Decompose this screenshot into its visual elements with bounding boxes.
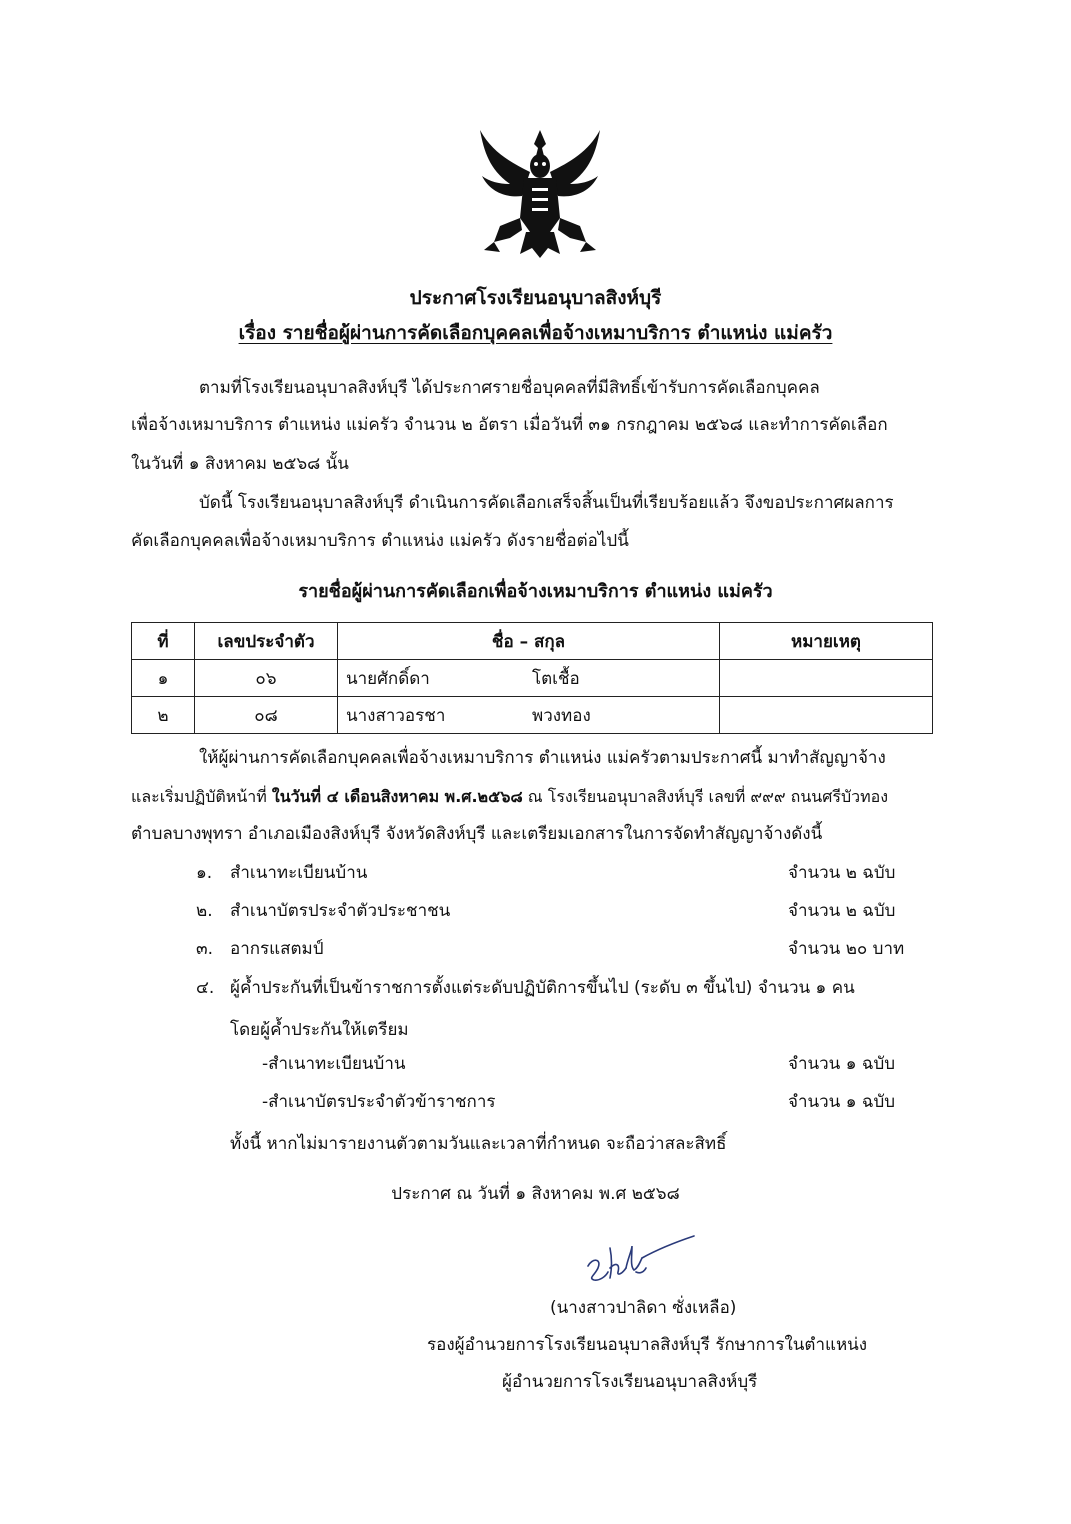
signature-icon xyxy=(580,1228,700,1290)
row-no: ๑ xyxy=(132,660,195,697)
header-note: หมายเหตุ xyxy=(720,623,933,660)
row-id: ๐๘ xyxy=(195,697,338,734)
announcement-title: ประกาศโรงเรียนอนุบาลสิงห์บุรี xyxy=(409,287,662,309)
garuda-emblem-icon xyxy=(470,122,610,262)
table-row xyxy=(132,660,933,697)
intro-line-4: บัดนี้ โรงเรียนอนุบาลสิงห์บุรี ดำเนินการคัดเลือกเสร็จสิ้นเป็นที่เรียบร้อยแล้ว จึงขอประกาศผลการ xyxy=(199,493,894,513)
table-title: รายชื่อผู้ผ่านการคัดเลือกเพื่อจ้างเหมาบริการ ตำแหน่ง แม่ครัว xyxy=(298,581,773,602)
row-note xyxy=(720,660,933,697)
results-table xyxy=(131,622,933,734)
row-no: ๒ xyxy=(132,697,195,734)
row-first-name: นายศักดิ์ดา xyxy=(346,668,430,689)
instructions-line-2-pre: และเริ่มปฏิบัติหน้าที่ xyxy=(131,787,272,806)
closing-statement: ทั้งนี้ หากไม่มารายงานตัวตามวันและเวลาที่กำหนด จะถือว่าสละสิทธิ์ xyxy=(230,1134,727,1154)
header-name: ชื่อ – สกุล xyxy=(338,623,720,660)
intro-line-2: เพื่อจ้างเหมาบริการ ตำแหน่ง แม่ครัว จำนวน ๒ อัตรา เมื่อวันที่ ๓๑ กรกฎาคม ๒๕๖๘ และทำการคัดเลือก xyxy=(131,415,888,435)
document-label: สำเนาทะเบียนบ้าน xyxy=(230,863,368,883)
guarantor-item xyxy=(262,1046,922,1082)
announce-date: ประกาศ ณ วันที่ ๑ สิงหาคม พ.ศ ๒๕๖๘ xyxy=(391,1184,680,1204)
document-label: อากรแสตมป์ xyxy=(230,939,324,959)
document-item xyxy=(196,931,916,967)
intro-line-1: ตามที่โรงเรียนอนุบาลสิงห์บุรี ได้ประกาศรายชื่อบุคคลที่มีสิทธิ์เข้ารับการคัดเลือกบุคคล xyxy=(199,378,820,398)
signatory-name: (นางสาวปาลิดา ซั่งเหลือ) xyxy=(550,1298,737,1318)
table-row xyxy=(132,697,933,734)
document-num: ๑. xyxy=(196,863,213,883)
guarantor-intro: โดยผู้ค้ำประกันให้เตรียม xyxy=(230,1020,409,1040)
guarantor-item-qty: จำนวน ๑ ฉบับ xyxy=(788,1092,896,1112)
row-note xyxy=(720,697,933,734)
guarantor-item-qty: จำนวน ๑ ฉบับ xyxy=(788,1054,896,1074)
document-num: ๓. xyxy=(196,939,214,959)
instructions-line-1: ให้ผู้ผ่านการคัดเลือกบุคคลเพื่อจ้างเหมาบริการ ตำแหน่ง แม่ครัวตามประกาศนี้ มาทำสัญญาจ้าง xyxy=(199,748,886,768)
table-header-row xyxy=(132,623,933,660)
header-no: ที่ xyxy=(132,623,195,660)
instructions-date: ในวันที่ ๔ เดือนสิงหาคม พ.ศ.๒๕๖๘ xyxy=(271,787,523,806)
document-qty: จำนวน ๒ ฉบับ xyxy=(788,901,896,921)
document-qty: จำนวน ๒๐ บาท xyxy=(788,939,905,959)
instructions-line-2 xyxy=(131,779,953,814)
row-first-name: นางสาวอรชา xyxy=(346,705,446,726)
row-id: ๐๖ xyxy=(195,660,338,697)
row-last-name: พวงทอง xyxy=(532,705,591,726)
intro-line-5: คัดเลือกบุคคลเพื่อจ้างเหมาบริการ ตำแหน่ง แม่ครัว ดังรายชื่อต่อไปนี้ xyxy=(131,531,629,551)
document-num: ๔. xyxy=(196,978,215,998)
header-id: เลขประจำตัว xyxy=(195,623,338,660)
guarantor-item-label: -สำเนาทะเบียนบ้าน xyxy=(262,1054,406,1074)
guarantor-item-label: -สำเนาบัตรประจำตัวข้าราชการ xyxy=(262,1092,496,1112)
document-num: ๒. xyxy=(196,901,213,921)
document-qty: จำนวน ๒ ฉบับ xyxy=(788,863,896,883)
guarantor-item xyxy=(262,1084,922,1120)
document-item xyxy=(196,893,916,929)
announcement-subject: เรื่อง รายชื่อผู้ผ่านการคัดเลือกบุคคลเพื่อจ้างเหมาบริการ ตำแหน่ง แม่ครัว xyxy=(238,322,833,344)
intro-line-3: ในวันที่ ๑ สิงหาคม ๒๕๖๘ นั้น xyxy=(131,454,349,474)
instructions-line-3: ตำบลบางพุทรา อำเภอเมืองสิงห์บุรี จังหวัดสิงห์บุรี และเตรียมเอกสารในการจัดทำสัญญาจ้างดังนี้ xyxy=(131,824,823,844)
document-label: ผู้ค้ำประกันที่เป็นข้าราชการตั้งแต่ระดับปฏิบัติการขึ้นไป (ระดับ ๓ ขึ้นไป) จำนวน ๑ คน xyxy=(230,978,855,998)
document-item xyxy=(196,855,916,891)
row-name xyxy=(338,660,720,697)
document-label: สำเนาบัตรประจำตัวประชาชน xyxy=(230,901,451,921)
document-item xyxy=(196,970,956,1006)
signatory-position-1: รองผู้อำนวยการโรงเรียนอนุบาลสิงห์บุรี รักษาการในตำแหน่ง xyxy=(427,1335,868,1355)
signatory-position-2: ผู้อำนวยการโรงเรียนอนุบาลสิงห์บุรี xyxy=(502,1372,758,1392)
row-name xyxy=(338,697,720,734)
instructions-line-2-post: ณ โรงเรียนอนุบาลสิงห์บุรี เลขที่ ๙๙๙ ถนนศรีบัวทอง xyxy=(522,787,889,806)
row-last-name: โตเชื้อ xyxy=(532,668,580,689)
